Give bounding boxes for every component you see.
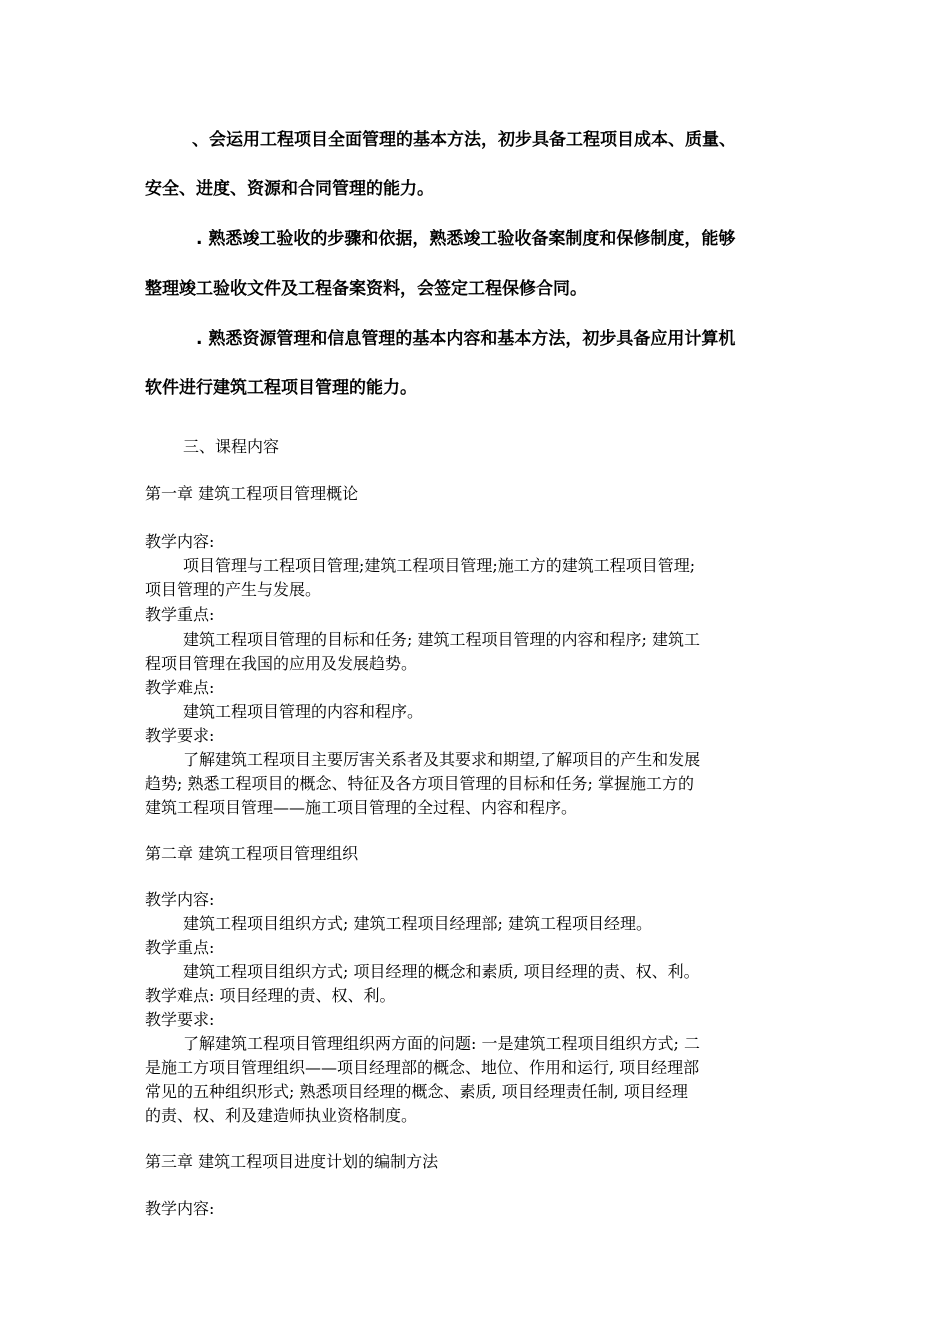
focus-text: 建筑工程项目组织方式; 项目经理的概念和素质, 项目经理的责、权、利。: [183, 962, 700, 981]
requirement-text: 了解建筑工程项目管理组织两方面的问题: 一是建筑工程项目组织方式; 二: [183, 1034, 700, 1053]
objective-line: . 熟悉竣工验收的步骤和依据，熟悉竣工验收备案制度和保修制度，能够: [196, 229, 736, 249]
requirement-text: 是施工方项目管理组织——项目经理部的概念、地位、作用和运行, 项目经理部: [145, 1058, 700, 1077]
objective-line: . 熟悉资源管理和信息管理的基本内容和基本方法，初步具备应用计算机: [196, 329, 736, 349]
section-heading: 三、课程内容: [183, 437, 280, 456]
requirement-label: 教学要求:: [145, 1010, 215, 1029]
objective-line: 安全、进度、资源和合同管理的能力。: [145, 179, 434, 199]
content-text: 项目管理的产生与发展。: [145, 580, 322, 599]
content-label: 教学内容:: [145, 532, 215, 551]
requirement-text: 建筑工程项目管理——施工项目管理的全过程、内容和程序。: [145, 798, 578, 817]
focus-text: 程项目管理在我国的应用及发展趋势。: [145, 654, 418, 673]
difficulty-label: 教学难点:: [145, 678, 215, 697]
difficulty-text: 建筑工程项目管理的内容和程序。: [183, 702, 424, 721]
focus-label: 教学重点:: [145, 605, 215, 624]
chapter-title: 第三章 建筑工程项目进度计划的编制方法: [145, 1152, 439, 1171]
chapter-title: 第一章 建筑工程项目管理概论: [145, 484, 359, 503]
requirement-text: 了解建筑工程项目主要厉害关系者及其要求和期望,了解项目的产生和发展: [183, 750, 701, 769]
objective-line: 软件进行建筑工程项目管理的能力。: [145, 378, 417, 398]
requirement-text: 常见的五种组织形式; 熟悉项目经理的概念、素质, 项目经理责任制, 项目经理: [145, 1082, 688, 1101]
focus-text: 建筑工程项目管理的目标和任务; 建筑工程项目管理的内容和程序; 建筑工: [183, 630, 700, 649]
requirement-text: 的责、权、利及建造师执业资格制度。: [145, 1106, 418, 1125]
objective-line: 、会运用工程项目全面管理的基本方法，初步具备工程项目成本、质量、: [192, 130, 736, 150]
focus-label: 教学重点:: [145, 938, 215, 957]
difficulty-line: 教学难点: 项目经理的责、权、利。: [145, 986, 396, 1005]
content-label: 教学内容:: [145, 890, 215, 909]
objective-line: 整理竣工验收文件及工程备案资料，会签定工程保修合同。: [145, 279, 587, 299]
requirement-text: 趋势; 熟悉工程项目的概念、特征及各方项目管理的目标和任务; 掌握施工方的: [145, 774, 694, 793]
content-text: 建筑工程项目组织方式; 建筑工程项目经理部; 建筑工程项目经理。: [183, 914, 652, 933]
content-text: 项目管理与工程项目管理;建筑工程项目管理;施工方的建筑工程项目管理;: [183, 556, 696, 575]
content-label: 教学内容:: [145, 1199, 215, 1218]
chapter-title: 第二章 建筑工程项目管理组织: [145, 844, 359, 863]
requirement-label: 教学要求:: [145, 726, 215, 745]
